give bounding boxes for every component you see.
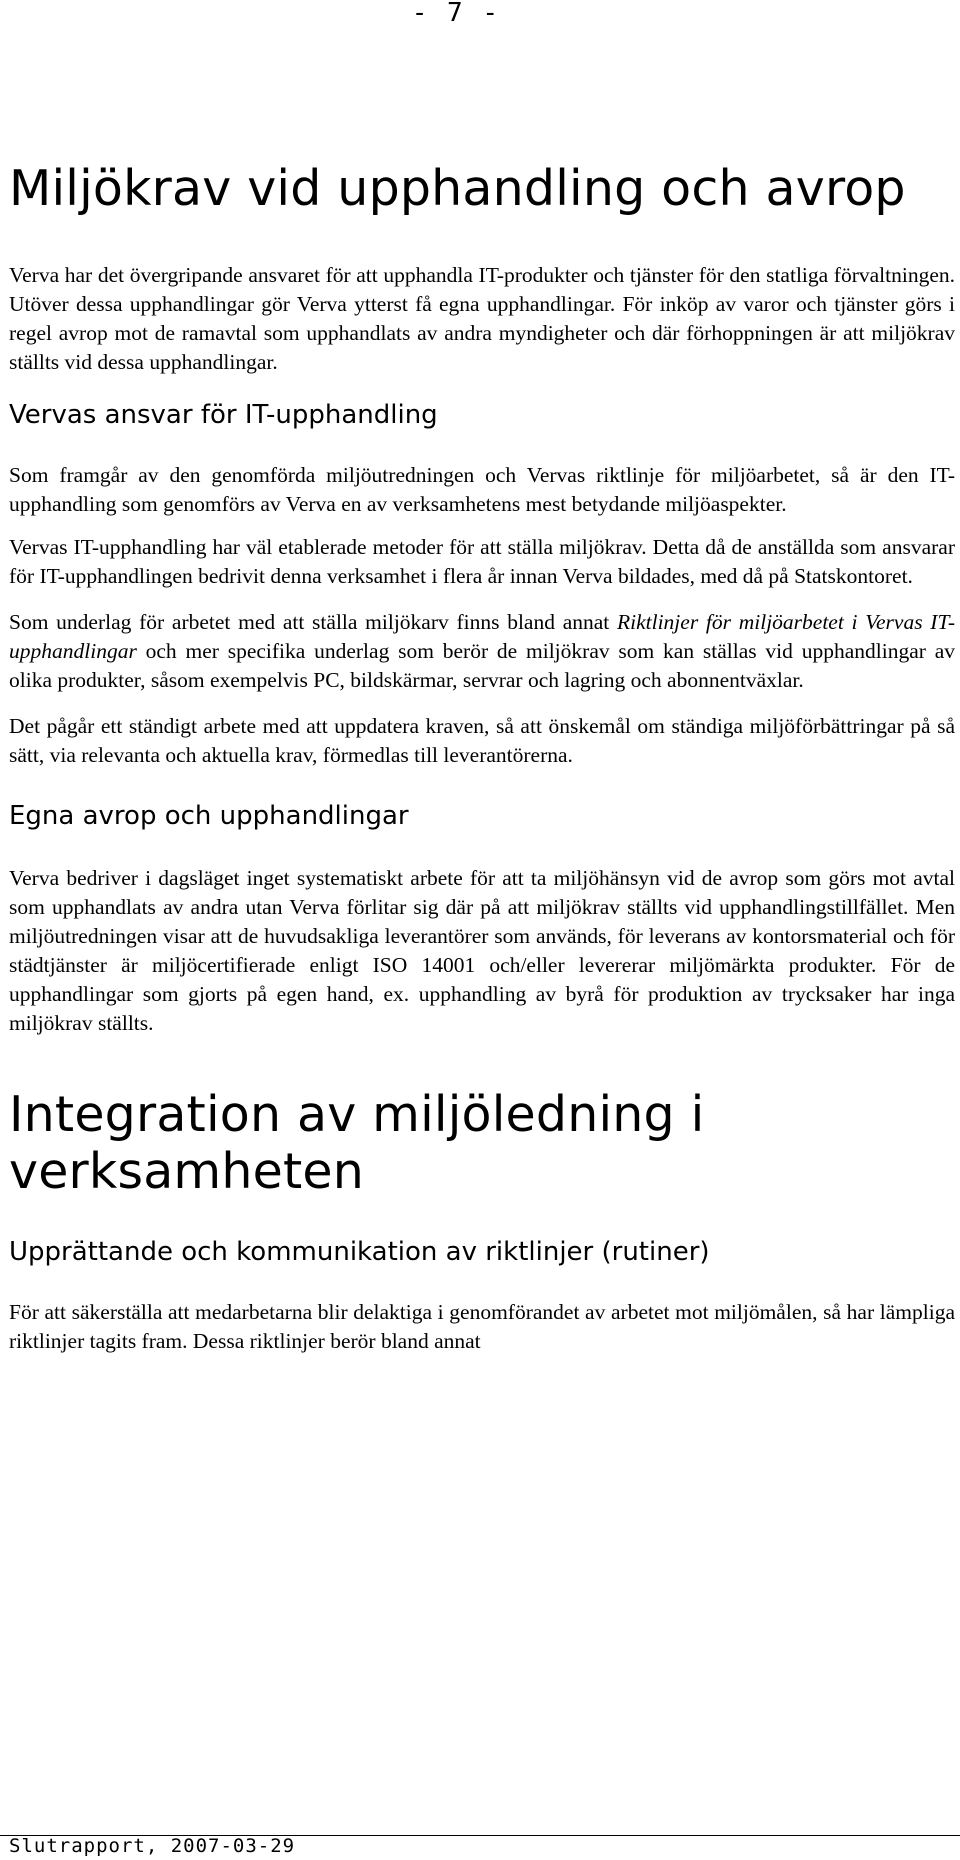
section-heading-upprattande: Upprättande och kommunikation av riktlinjer (rutiner) (9, 1237, 710, 1267)
vervas-paragraph-4: Det pågår ett ständigt arbete med att uppdatera kraven, så att önskemål om ständiga miljöförbättringar på så sätt, via relevanta och aktuella krav, förmedlas till leverantörerna. (9, 714, 955, 767)
footer-text: Slutrapport, 2007-03-29 (9, 1835, 296, 1857)
document-body (9, 160, 955, 1356)
section-heading-egna: Egna avrop och upphandlingar (9, 801, 409, 831)
vervas-paragraph-3 (9, 608, 955, 695)
vervas-p3-text-after: och mer specifika underlag som berör de miljökrav som kan ställas vid upphandlingar av olika produkter, såsom exempelvis PC, bildskärmar, servrar och lagring och abonnentväxlar. (9, 639, 955, 692)
page-number: - 7 - (411, 0, 500, 28)
vervas-p3-text-before: Som underlag för arbetet med att ställa miljökarv finns bland annat (9, 610, 617, 634)
integration-title: Integration av miljöledning i verksamheten (9, 1086, 705, 1200)
vervas-paragraph-1: Som framgår av den genomförda miljöutredningen och Vervas riktlinje för miljöarbetet, så är den IT-upphandling som genomförs av Verva en av verksamhetens mest betydande miljöaspekter. (9, 463, 955, 516)
vervas-paragraph-2: Vervas IT-upphandling har väl etablerade metoder för att ställa miljökrav. Detta då de anställda som ansvarar för IT-upphandlingen bedrivit denna verksamhet i flera år innan Verva bildades, med då på Statskontoret. (9, 535, 955, 588)
section-heading-vervas: Vervas ansvar för IT-upphandling (9, 400, 438, 430)
riktlinjer-title: Riktlinjer för miljöarbetet i Vervas IT-upphandlingar (9, 610, 955, 663)
egna-paragraph: Verva bedriver i dagsläget inget systematiskt arbete för att ta miljöhänsyn vid de avrop som görs mot avtal som upphandlats av andra utan Verva förlitar sig där på att miljökrav ställts vid upphandlingstillfället. Men miljöutredningen visar att de huvudsakliga leverantörer som används, för leverans av kontorsmaterial och för städtjänster är miljöcertifierade enligt ISO 14001 och/eller levererar miljömärkta produkter. För de upphandlingar som gjorts på egen hand, ex. upphandling av byrå för produktion av trycksaker har inga miljökrav ställts. (9, 866, 955, 1035)
upprattande-paragraph: För att säkerställa att medarbetarna blir delaktiga i genomförandet av arbetet mot miljömålen, så har lämpliga riktlinjer tagits fram. Dessa riktlinjer berör bland annat (9, 1300, 955, 1353)
intro-paragraph: Verva har det övergripande ansvaret för att upphandla IT-produkter och tjänster för den statliga förvaltningen. Utöver dessa upphandlingar gör Verva ytterst få egna upphandlingar. För inköp av varor och tjänster görs i regel avrop mot de ramavtal som upphandlats av andra myndigheter och där förhoppningen är att miljökrav ställts vid dessa upphandlingar. (9, 263, 955, 374)
main-title: Miljökrav vid upphandling och avrop (9, 160, 906, 217)
